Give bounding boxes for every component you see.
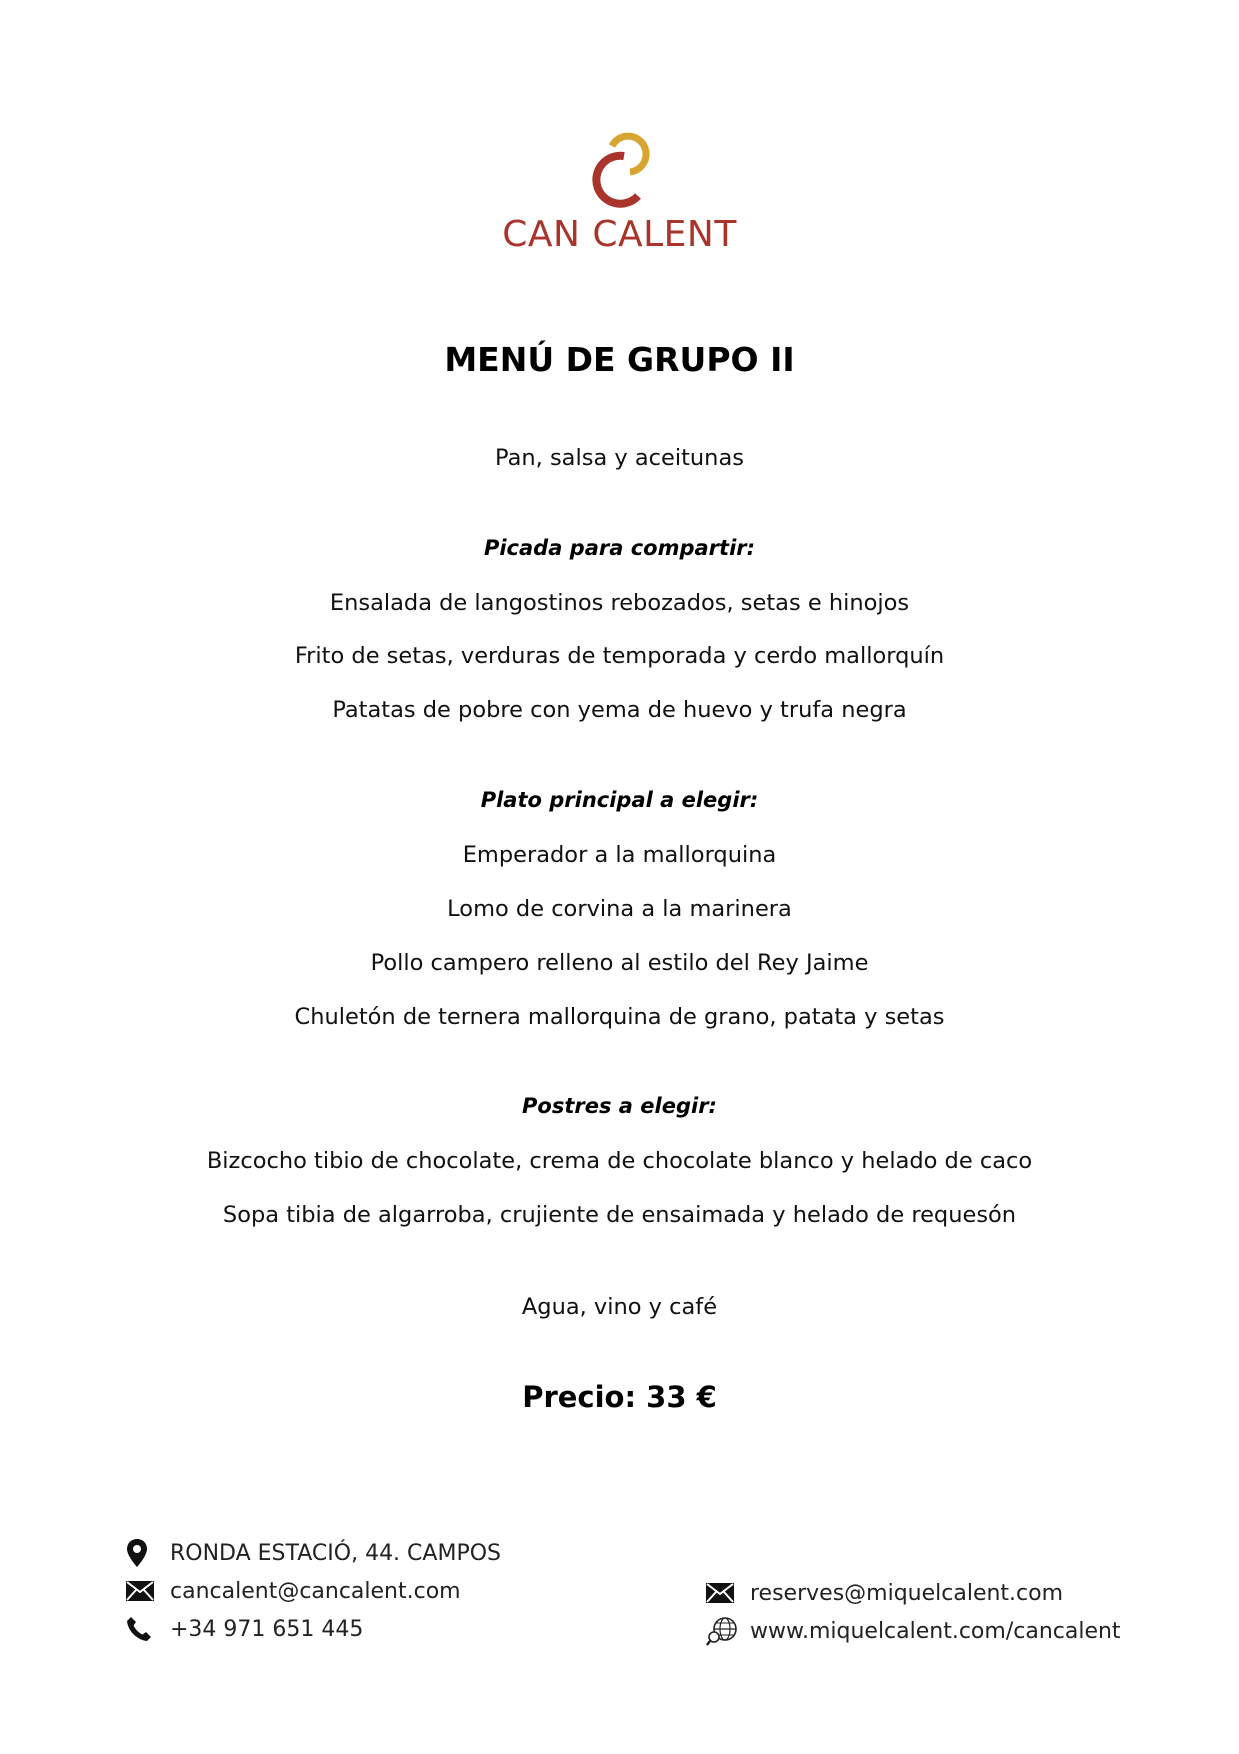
globe-search-icon bbox=[706, 1616, 740, 1646]
brand-name: CAN CALENT bbox=[502, 214, 737, 255]
intro-line: Pan, salsa y aceitunas bbox=[495, 445, 744, 471]
address-text: RONDA ESTACIÓ, 44. CAMPOS bbox=[170, 1540, 501, 1566]
contact-reservations bbox=[706, 1578, 1063, 1608]
menu-item: Bizcocho tibio de chocolate, crema de chocolate blanco y helado de caco bbox=[206, 1148, 1033, 1174]
phone-link[interactable]: +34 971 651 445 bbox=[170, 1616, 364, 1642]
envelope-icon bbox=[126, 1576, 160, 1606]
location-pin-icon bbox=[126, 1538, 160, 1568]
drinks-line: Agua, vino y café bbox=[521, 1294, 718, 1320]
menu-item: Lomo de corvina a la marinera bbox=[447, 896, 792, 922]
menu-item: Pollo campero relleno al estilo del Rey Jaime bbox=[370, 950, 869, 976]
price: Precio: 33 € bbox=[522, 1380, 717, 1414]
envelope-icon bbox=[706, 1578, 740, 1608]
brand-logo bbox=[0, 126, 1239, 255]
menu-item: Ensalada de langostinos rebozados, setas e hinojos bbox=[329, 590, 910, 616]
section-heading-sharing: Picada para compartir: bbox=[483, 536, 756, 560]
reservations-email-link[interactable]: reserves@miquelcalent.com bbox=[750, 1580, 1064, 1606]
menu-item: Frito de setas, verduras de temporada y cerdo mallorquín bbox=[294, 643, 945, 669]
email-link[interactable]: cancalent@cancalent.com bbox=[170, 1578, 461, 1604]
section-heading-desserts: Postres a elegir: bbox=[522, 1094, 717, 1118]
contact-website bbox=[706, 1616, 1121, 1646]
menu-item: Patatas de pobre con yema de huevo y trufa negra bbox=[332, 697, 907, 723]
website-link[interactable]: www.miquelcalent.com/cancalent bbox=[750, 1618, 1121, 1644]
contact-email bbox=[126, 1576, 461, 1606]
menu-item: Chuletón de ternera mallorquina de grano, patata y setas bbox=[294, 1004, 945, 1030]
can-calent-logo-icon bbox=[580, 126, 660, 208]
menu-item: Emperador a la mallorquina bbox=[462, 842, 777, 868]
contact-address bbox=[126, 1538, 501, 1568]
phone-icon bbox=[126, 1614, 160, 1644]
page-title: MENÚ DE GRUPO II bbox=[444, 340, 795, 379]
menu-item: Sopa tibia de algarroba, crujiente de ensaimada y helado de requesón bbox=[222, 1202, 1017, 1228]
section-heading-main: Plato principal a elegir: bbox=[480, 788, 759, 812]
contact-phone bbox=[126, 1614, 363, 1644]
